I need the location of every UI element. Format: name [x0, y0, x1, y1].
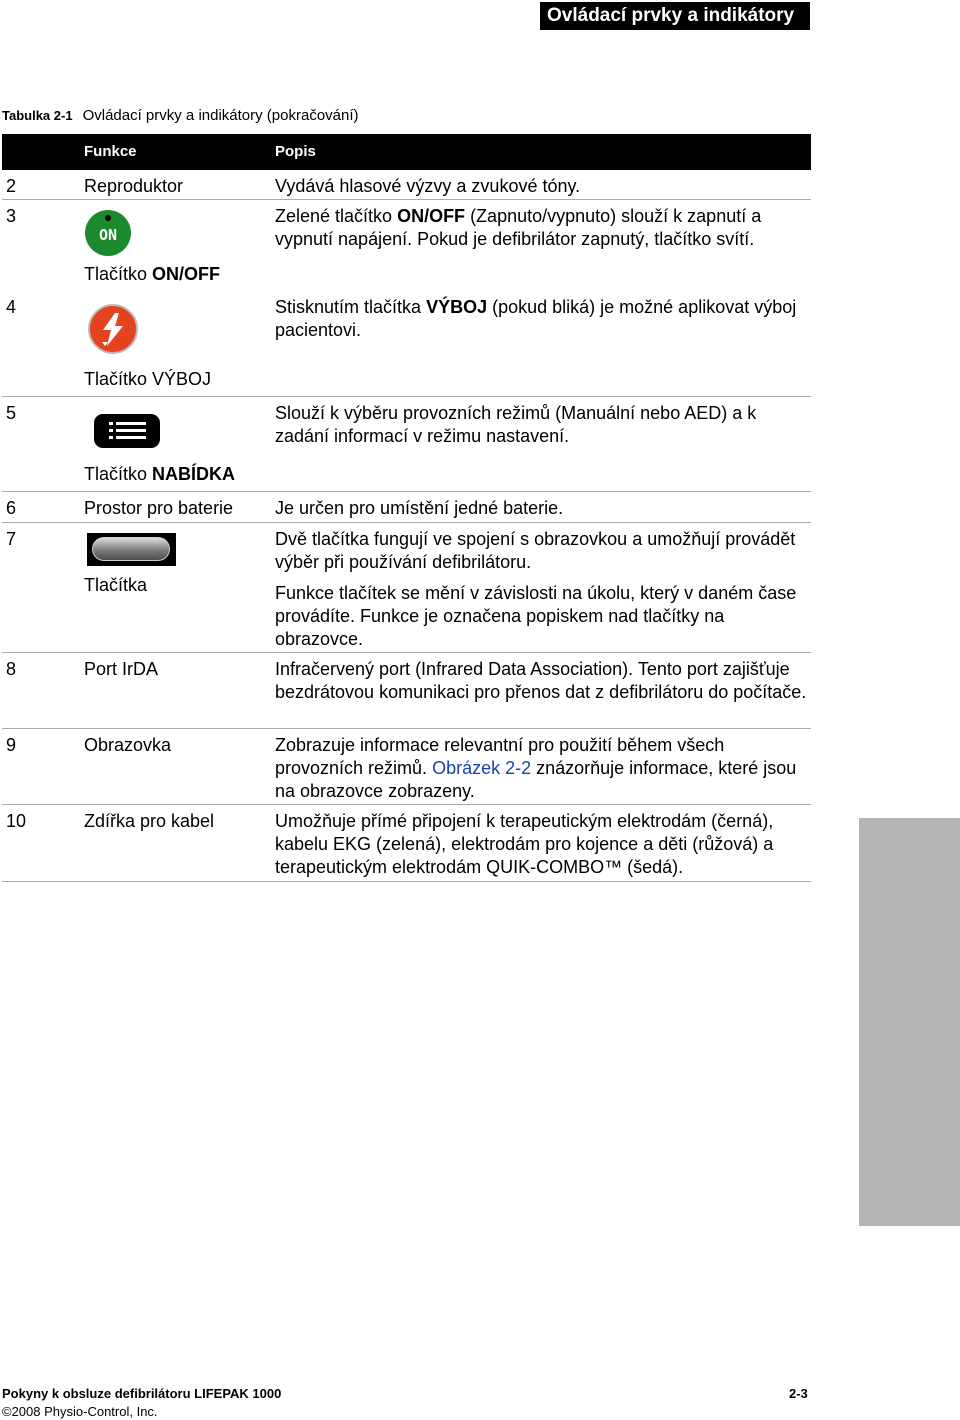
row-number: 2	[6, 176, 17, 196]
table-caption	[2, 107, 359, 124]
row-number: 8	[6, 659, 17, 679]
description-paragraph: Funkce tlačítek se mění v závislosti na úkolu, který v daném čase provádíte. Funkce je označena popiskem nad tlačítky na obrazovce.	[275, 583, 797, 649]
footer-copyright: ©2008 Physio-Control, Inc.	[2, 1404, 158, 1419]
description-part: Zobrazuje informace relevantní pro použití během všech provozních režimů.	[275, 735, 725, 778]
description-part: (Zapnuto/vypnuto) slouží k zapnutí a vypnutí napájení. Pokud je defibrilátor zapnutý, tlačítko svítí.	[275, 206, 762, 249]
row-function: Port IrDA	[84, 659, 159, 679]
description-bold: ON/OFF	[397, 206, 466, 226]
row-function	[84, 263, 220, 286]
row-number: 9	[6, 735, 17, 755]
table-row	[2, 653, 811, 729]
column-header-function: Funkce	[84, 143, 137, 160]
soft-key-pill	[92, 537, 170, 561]
chapter-side-tab	[859, 818, 960, 1226]
row-function: Prostor pro baterie	[84, 498, 234, 518]
row-number: 10	[6, 811, 27, 831]
table-header	[2, 134, 811, 170]
description-paragraph: Dvě tlačítka fungují ve spojení s obrazovkou a umožňují provádět výběr při používání defibrilátoru.	[275, 529, 796, 572]
description-bold: VÝBOJ	[426, 297, 488, 317]
footer-manual-title: Pokyny k obsluze defibrilátoru LIFEPAK 1000	[2, 1386, 282, 1401]
row-description: Je určen pro umístění jedné baterie.	[275, 498, 564, 518]
section-title: Ovládací prvky a indikátory	[547, 5, 795, 26]
row-number: 4	[6, 297, 17, 317]
table-number: Tabulka 2-1	[2, 108, 73, 123]
row-number: 6	[6, 498, 17, 518]
table-row	[2, 805, 811, 882]
page-number: 2-3	[789, 1386, 808, 1401]
row-description: Vydává hlasové výzvy a zvukové tóny.	[275, 176, 581, 196]
table-row	[2, 397, 811, 492]
row-description	[275, 296, 810, 342]
figure-reference-link[interactable]: Obrázek 2-2	[432, 758, 532, 778]
row-description	[275, 734, 810, 803]
table-title: Ovládací prvky a indikátory (pokračování)	[82, 107, 359, 124]
row-function: Obrazovka	[84, 735, 172, 755]
column-header-description: Popis	[275, 143, 316, 160]
function-prefix: Tlačítko	[84, 464, 153, 484]
on-off-button-icon	[85, 210, 131, 256]
on-icon-label: ON	[98, 226, 118, 244]
function-bold: ON/OFF	[152, 264, 221, 284]
row-function	[84, 463, 235, 486]
controls-table	[2, 134, 811, 882]
row-number: 5	[6, 403, 17, 423]
description-part: Zelené tlačítko	[275, 206, 398, 226]
lightning-bolt-icon	[90, 306, 136, 352]
table-row	[2, 200, 811, 291]
row-function: Reproduktor	[84, 176, 184, 196]
description-part: (pokud bliká) je možné aplikovat výboj pacientovi.	[275, 297, 797, 340]
row-function: Tlačítka	[84, 575, 148, 595]
soft-key-button-icon	[87, 533, 176, 566]
section-header-tab	[540, 2, 810, 30]
menu-button-icon	[94, 414, 160, 448]
row-description	[275, 205, 810, 251]
row-function: Tlačítko VÝBOJ	[84, 369, 212, 389]
row-description: Umožňuje přímé připojení k terapeutickým elektrodám (černá), kabelu EKG (zelená), elektrodám pro kojence a děti (růžová) a terapeutickým elektrodám QUIK-COMBO™ (šedá).	[275, 811, 774, 877]
indicator-dot	[105, 215, 111, 221]
table-row	[2, 291, 811, 397]
row-description: Slouží k výběru provozních režimů (Manuální nebo AED) a k zadání informací v režimu nastavení.	[275, 403, 757, 446]
table-row	[2, 170, 811, 200]
table-row	[2, 729, 811, 805]
table-row	[2, 492, 811, 523]
description-part: znázorňuje informace, které jsou na obrazovce zobrazeny.	[275, 758, 797, 801]
function-bold: NABÍDKA	[152, 464, 236, 484]
row-description	[275, 528, 810, 659]
row-function: Zdířka pro kabel	[84, 811, 215, 831]
description-part: Stisknutím tlačítka	[275, 297, 427, 317]
row-description: Infračervený port (Infrared Data Association). Tento port zajišťuje bezdrátovou komunikaci pro přenos dat z defibrilátoru do počítače.	[275, 659, 807, 702]
table-row	[2, 523, 811, 653]
menu-lines-icon	[94, 414, 160, 448]
row-number: 7	[6, 529, 17, 549]
row-number: 3	[6, 206, 17, 226]
shock-button-icon	[88, 304, 138, 354]
function-prefix: Tlačítko	[84, 264, 153, 284]
